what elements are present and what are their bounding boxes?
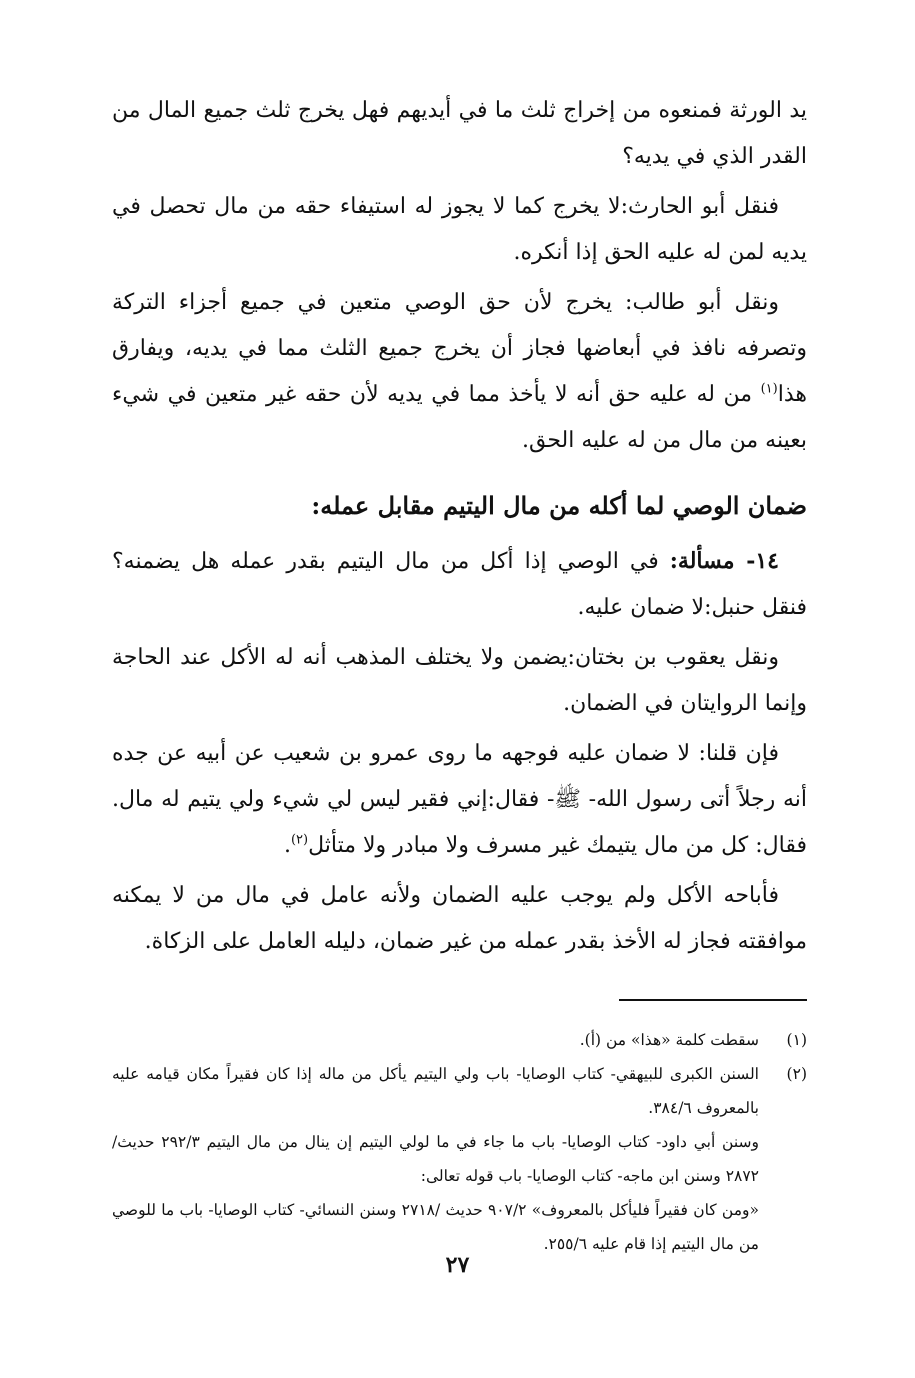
question-paragraph <box>112 538 807 631</box>
footnote-1-text: سقطت كلمة «هذا» من (أ). <box>579 1031 759 1049</box>
paragraph-6-text-a: فإن قلنا: لا ضمان عليه فوجهه ما روى عمرو بن شعيب عن أبيه عن جده أنه رجلاً أتى رسول الله- ﷺ- فقال:إني فقير ليس لي شيء ولي يتيم له مال. فقال: كل من مال يتيمك غير مسرف ولا مبادر ولا متأثل <box>112 741 807 858</box>
paragraph-1: يد الورثة فمنعوه من إخراج ثلث ما في أيديهم فهل يخرج ثلث جميع المال من القدر الذي في يديه؟ <box>112 98 807 169</box>
footnote-separator <box>619 999 807 1001</box>
footnote-ref-1: (١) <box>760 381 778 397</box>
paragraph-3-text-a: ونقل أبو طالب: يخرج لأن حق الوصي متعين في جميع أجزاء التركة وتصرفه نافذ في أبعاضها فجاز أن يخرج جميع الثلث مما في يديه، ويفارق هذا <box>112 290 807 407</box>
footnote-2-continuation-2: «ومن كان فقيراً فليأكل بالمعروف» ٩٠٧/٢ حديث /٢٧١٨ وسنن النسائي- كتاب الوصايا- باب ما للوصي من مال اليتيم إذا قام عليه ٢٥٥/٦. <box>112 1201 760 1253</box>
paragraph-6 <box>112 731 807 869</box>
paragraph-3-text-b: من له عليه حق أنه لا يأخذ مما في يديه لأن حقه غير متعين في شيء بعينه من مال من له عليه الحق. <box>112 382 807 453</box>
section-heading: ضمان الوصي لما أكله من مال اليتيم مقابل عمله: <box>311 491 807 520</box>
footnote-1-number: (١) <box>786 1031 807 1049</box>
question-number: ١٤- مسألة: <box>669 548 779 574</box>
footnote-1 <box>112 1023 807 1057</box>
footnote-ref-2: (٢) <box>290 832 309 848</box>
footnotes <box>112 1023 807 1261</box>
paragraph-7: فأباحه الأكل ولم يوجب عليه الضمان ولأنه عامل في مال من لا يمكنه موافقته فجاز له الأخذ بقدر عمله من غير ضمان، دليله العامل على الزكاة. <box>112 883 807 954</box>
footnote-2-number: (٢) <box>786 1065 807 1083</box>
paragraph-3 <box>112 280 807 464</box>
footnote-2-text: السنن الكبرى للبيهقي- كتاب الوصايا- باب ولي اليتيم يأكل من ماله إذا كان فقيراً مكان قيامه عليه بالمعروف ٣٨٤/٦. <box>112 1065 759 1117</box>
footnote-2 <box>112 1057 807 1125</box>
page-number: ٢٧ <box>445 1252 470 1278</box>
paragraph-5: ونقل يعقوب بن بختان:يضمن ولا يختلف المذهب أنه له الأكل عند الحاجة وإنما الروايتان في الضمان. <box>112 645 807 716</box>
paragraph-6-text-b: . <box>283 833 291 858</box>
footnote-2-continuation-1: وسنن أبي داود- كتاب الوصايا- باب ما جاء في ما لولي اليتيم إن ينال من مال اليتيم ٢٩٢/٣ حديث/ ٢٨٧٢ وسنن ابن ماجه- كتاب الوصايا- باب قوله تعالى: <box>112 1133 759 1185</box>
paragraph-2: فنقل أبو الحارث:لا يخرج كما لا يجوز له استيفاء حقه من مال تحصل في يديه لمن له عليه الحق إذا أنكره. <box>112 194 807 265</box>
question-text: في الوصي إذا أكل من مال اليتيم بقدر عمله هل يضمنه؟ فنقل حنبل:لا ضمان عليه. <box>112 549 807 620</box>
main-text <box>112 88 807 965</box>
